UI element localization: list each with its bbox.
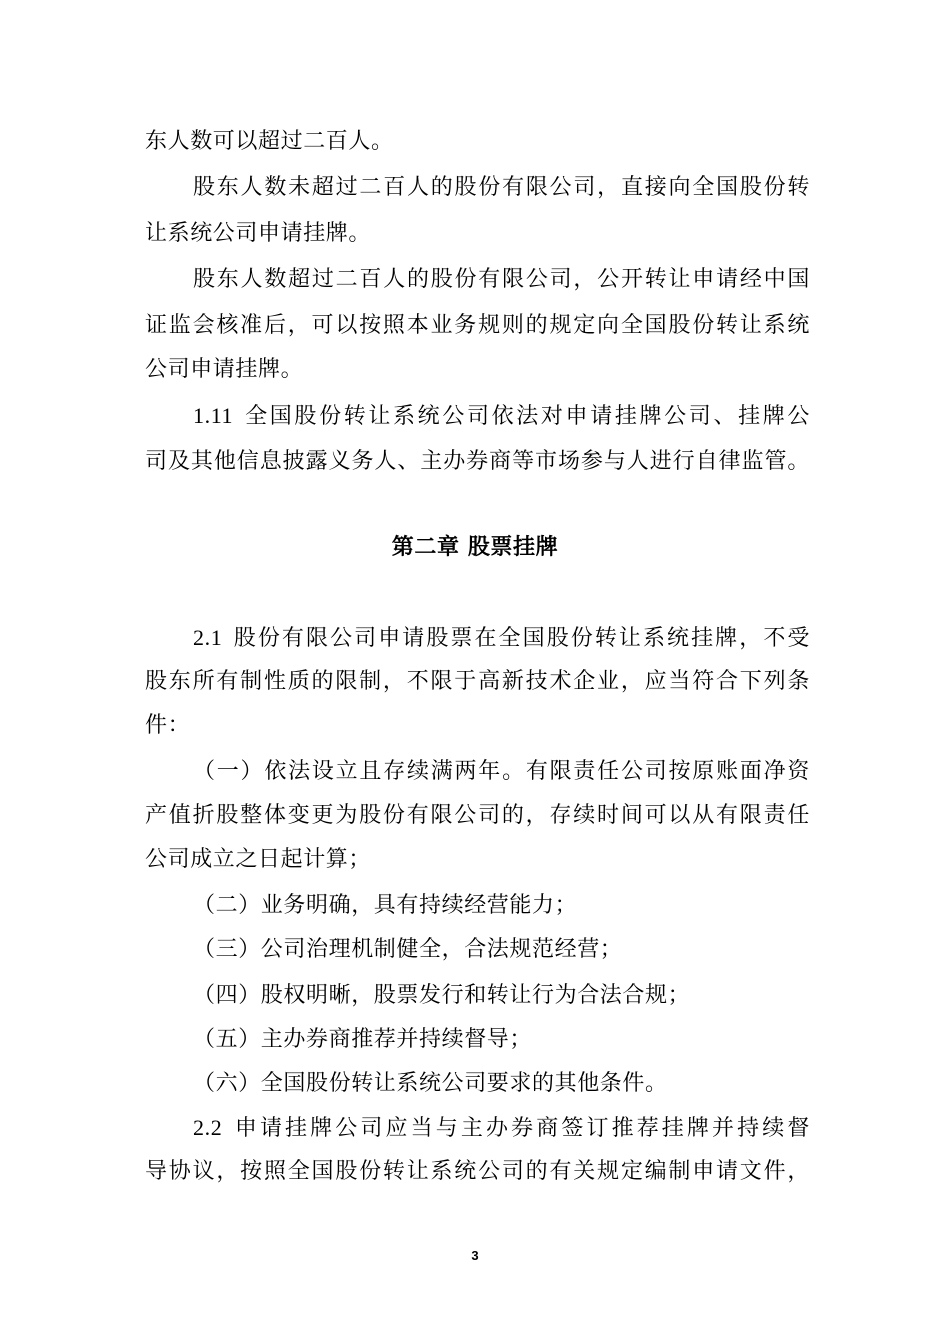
clause-text: 全国股份转让系统公司依法对申请挂牌公司、挂牌公 — [243, 404, 810, 429]
clause-text: 申请挂牌公司应当与主办券商签订推荐挂牌并持续督 — [232, 1116, 810, 1141]
list-item-2: （二）业务明确，具有持续经营能力； — [193, 893, 578, 918]
clause-number: 2.2 — [193, 1115, 223, 1140]
paragraph-line: 导协议，按照全国股份转让系统公司的有关规定编制申请文件， — [145, 1159, 810, 1184]
clause-number: 2.1 — [193, 625, 223, 650]
paragraph-line: 股东人数未超过二百人的股份有限公司，直接向全国股份转 — [193, 175, 810, 200]
paragraph-line: 股东所有制性质的限制，不限于高新技术企业，应当符合下列条 — [145, 669, 810, 694]
list-item-1: （一）依法设立且存续满两年。有限责任公司按原账面净资 — [193, 759, 810, 784]
paragraph-line: 股东人数超过二百人的股份有限公司，公开转让申请经中国 — [193, 267, 810, 292]
paragraph-line: 公司申请挂牌。 — [145, 357, 304, 382]
list-item-3: （三）公司治理机制健全，合法规范经营； — [193, 937, 623, 962]
clause-text: 股份有限公司申请股票在全国股份转让系统挂牌，不受 — [232, 626, 810, 651]
paragraph-line: 公司成立之日起计算； — [145, 847, 372, 872]
clause-2-1-line — [193, 624, 810, 653]
paragraph-line: 产值折股整体变更为股份有限公司的，存续时间可以从有限责任 — [145, 803, 810, 828]
paragraph-line: 司及其他信息披露义务人、主办券商等市场参与人进行自律监管。 — [145, 449, 810, 474]
clause-1-11-line — [193, 402, 810, 431]
page-number: 3 — [471, 1248, 479, 1263]
chapter-title: 第二章 股票挂牌 — [391, 535, 559, 560]
clause-2-2-line — [193, 1114, 810, 1143]
paragraph-line: 让系统公司申请挂牌。 — [145, 221, 372, 246]
paragraph-line: 东人数可以超过二百人。 — [145, 129, 394, 154]
clause-number: 1.11 — [193, 403, 234, 428]
paragraph-line: 证监会核准后，可以按照本业务规则的规定向全国股份转让系统 — [145, 313, 810, 338]
list-item-4: （四）股权明晰，股票发行和转让行为合法合规； — [193, 983, 691, 1008]
list-item-5: （五）主办券商推荐并持续督导； — [193, 1027, 533, 1052]
list-item-6: （六）全国股份转让系统公司要求的其他条件。 — [193, 1071, 668, 1096]
paragraph-line: 件： — [145, 713, 191, 738]
